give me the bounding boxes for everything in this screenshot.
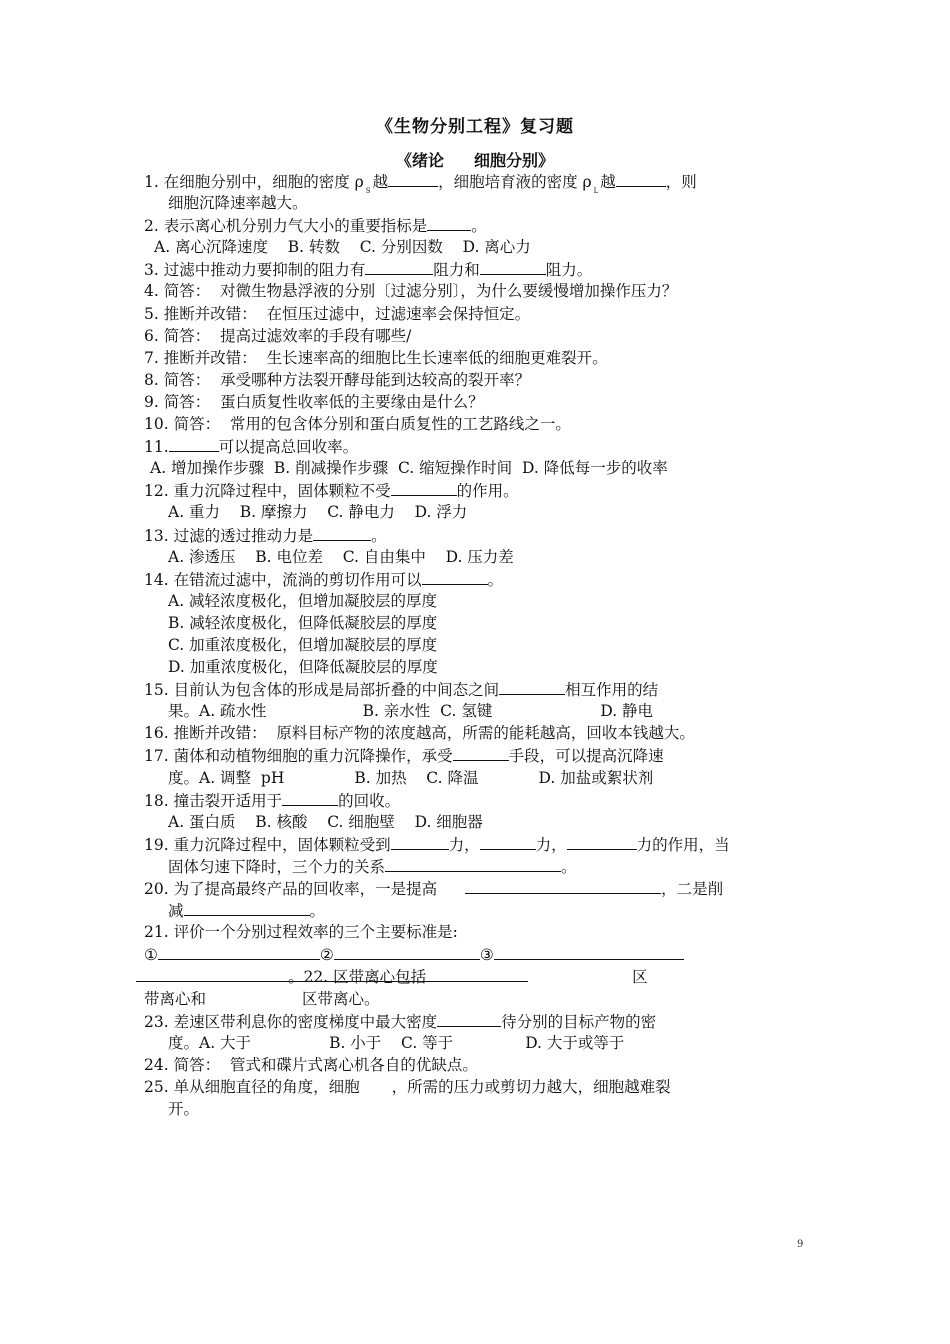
- q17-text-a: 17. 菌体和动植物细胞的重力沉降操作，承受: [144, 747, 453, 766]
- q14-text-b: 。: [487, 570, 504, 589]
- q20-end: 。: [309, 902, 326, 921]
- question-24: 24. 简答： 管式和碟片式离心机各自的优缺点。: [144, 1055, 478, 1074]
- q18-text-b: 的回收。: [338, 791, 401, 810]
- question-17: [144, 744, 812, 766]
- q3-text-c: 阻力。: [545, 261, 593, 280]
- q25-line-2: 开。: [168, 1099, 200, 1118]
- q19-text-c: 力，: [535, 835, 567, 854]
- q13-text-b: 。: [371, 526, 387, 545]
- q17-option-d: D. 加盐或絮状剂: [538, 768, 654, 787]
- question-20: [144, 877, 812, 899]
- question-11: [144, 435, 812, 457]
- q17-line-2: [144, 767, 812, 789]
- q19-blank-1[interactable]: [391, 833, 449, 850]
- q25-text-a: 25. 单从细胞直径的角度，细胞: [144, 1077, 360, 1096]
- q20-text-line2: 减: [168, 902, 184, 921]
- question-7: 7. 推断并改错： 生长速率高的细胞比生长速率低的细胞更难裂开。: [144, 348, 608, 367]
- q3-text-a: 3. 过滤中推动力要抑制的阻力有: [144, 261, 366, 280]
- q19-text-d: 力的作用，当: [636, 835, 730, 854]
- page-number: 9: [797, 1239, 804, 1250]
- q21-circle-2: ②: [319, 946, 334, 965]
- q23-text-b: 待分别的目标产物的密: [501, 1012, 657, 1031]
- q17-option-a: 度。A. 调整 pH: [168, 768, 285, 787]
- q1-text-c: ，细胞培育液的密度 ρ: [438, 173, 592, 191]
- q1-blank-2[interactable]: [616, 170, 666, 187]
- question-16: 16. 推断并改错： 原料目标产物的浓度越高，所需的能耗越高，回收本钱越大。: [144, 724, 695, 743]
- q20-text-a: 20. 为了提高最终产品的回收率，一是提高: [144, 880, 438, 898]
- q17-option-bc: B. 加热 C. 降温: [354, 768, 479, 787]
- section-title-part2: 细胞分别》: [474, 151, 555, 170]
- q22-text-a: 。22. 区带离心包括: [288, 968, 427, 987]
- question-12: [144, 479, 812, 501]
- q14-option-d: D. 加重浓度极化，但降低凝胶层的厚度: [168, 658, 438, 677]
- q1-subscript-s: S: [365, 187, 371, 195]
- question-8: 8. 简答： 承受哪种方法裂开酵母能到达较高的裂开率？: [144, 370, 531, 389]
- q20-text-b: ，二是削: [661, 880, 724, 898]
- question-3: [144, 258, 812, 280]
- question-10: 10. 简答： 常用的包含体分别和蛋白质复性的工艺路线之一。: [144, 415, 571, 434]
- q3-text-b: 阻力和: [433, 261, 480, 280]
- q19-text-b: 力，: [448, 835, 480, 854]
- q19-text-a: 19. 重力沉降过程中，固体颗粒受到: [144, 835, 391, 854]
- q19-line-2: [144, 855, 812, 877]
- question-15: [144, 678, 812, 700]
- q21-blank-3[interactable]: [494, 943, 684, 960]
- q11-blank[interactable]: [169, 435, 219, 452]
- q1-text-a: 1. 在细胞分别中，细胞的密度 ρ: [144, 173, 364, 191]
- section-title: [0, 148, 950, 171]
- q20-line-2: [144, 899, 812, 921]
- q19-blank-3[interactable]: [567, 833, 637, 850]
- question-19: [144, 833, 812, 855]
- question-13: [144, 524, 812, 546]
- q15-text-a: 15. 目前认为包含体的形成是局部折叠的中间态之间: [144, 681, 500, 700]
- q18-blank[interactable]: [282, 789, 338, 806]
- q15-blank[interactable]: [499, 678, 565, 695]
- q14-text-a: 14. 在错流过滤中，流淌的剪切作用可以: [144, 570, 422, 589]
- q17-text-b: 手段，可以提高沉降速: [508, 747, 664, 766]
- q20-blank-2[interactable]: [184, 899, 310, 916]
- q1-blank-1[interactable]: [388, 170, 438, 187]
- q25-text-b: ，所需的压力或剪切力越大，细胞越难裂: [391, 1077, 671, 1096]
- q1-text-b: 越: [372, 173, 389, 191]
- question-18: [144, 789, 812, 811]
- q17-blank[interactable]: [453, 744, 509, 761]
- q23-line-2: [144, 1032, 812, 1054]
- question-6: 6. 简答： 提高过滤效率的手段有哪些/: [144, 326, 412, 345]
- q19-end: 。: [561, 857, 577, 876]
- q1-text-e: ，则: [665, 173, 697, 191]
- q21-blank-2[interactable]: [334, 943, 480, 960]
- q22-blank-2[interactable]: [136, 965, 302, 982]
- question-5: 5. 推断并改错： 在恒压过滤中，过滤速率会保持恒定。: [144, 304, 531, 323]
- q1-text-d: 越: [600, 173, 616, 191]
- document-title: 《生物分别工程》复习题: [376, 117, 574, 137]
- q21-circle-3: ③: [479, 946, 494, 965]
- question-14: [144, 568, 812, 590]
- q14-blank[interactable]: [422, 568, 488, 585]
- question-1: [144, 170, 812, 195]
- q23-text-a: 23. 差速区带利息你的密度梯度中最大密度: [144, 1012, 438, 1031]
- question-list: [144, 170, 812, 1120]
- q2-blank[interactable]: [427, 214, 471, 231]
- question-2: [144, 214, 812, 236]
- q23-option-d: D. 大于或等于: [525, 1033, 625, 1052]
- q18-text-a: 18. 撞击裂开适用于: [144, 791, 283, 810]
- q22-text-b: 区: [632, 968, 648, 987]
- q21-criteria: [144, 943, 812, 965]
- q14-option-c: C. 加重浓度极化，但增加凝胶层的厚度: [168, 635, 438, 654]
- q20-blank-1[interactable]: [465, 877, 661, 894]
- q15-option-bc: B. 亲水性 C. 氢键: [362, 702, 493, 721]
- q15-line-2: [144, 700, 812, 722]
- q19-text-line2: 固体匀速下降时，三个力的关系: [168, 857, 386, 876]
- q22-line-2: [144, 987, 812, 1009]
- question-25: [144, 1076, 812, 1098]
- q15-text-b: 相互作用的结: [565, 681, 659, 700]
- q14-option-a: A. 减轻浓度极化，但增加凝胶层的厚度: [168, 591, 438, 610]
- q13-blank[interactable]: [313, 524, 371, 541]
- q12-blank[interactable]: [391, 479, 457, 496]
- q19-blank-2[interactable]: [480, 833, 536, 850]
- q12-text-b: 的作用。: [456, 482, 519, 501]
- q1-line-2: 细胞沉降速率越大。: [168, 194, 308, 213]
- q15-option-d: D. 静电: [600, 702, 654, 721]
- q12-options: A. 重力 B. 摩擦力 C. 静电力 D. 浮力: [168, 503, 468, 522]
- q1-subscript-l: L: [593, 187, 599, 195]
- q21-circle-1: ①: [144, 946, 158, 965]
- q21-blank-1[interactable]: [158, 943, 320, 960]
- q18-options: A. 蛋白质 B. 核酸 C. 细胞壁 D. 细胞器: [168, 812, 483, 831]
- q2-end: 。: [471, 217, 487, 236]
- question-9: 9. 简答： 蛋白质复性收率低的主要缘由是什么？: [144, 392, 484, 411]
- question-23: [144, 1010, 812, 1032]
- q2-options: A. 离心沉降速度 B. 转数 C. 分别因数 D. 离心力: [154, 238, 531, 257]
- q23-option-a: 度。A. 大于: [168, 1033, 252, 1052]
- q11-text-a: 11.: [144, 438, 169, 457]
- question-4: 4. 简答： 对微生物悬浮液的分别〔过滤分别〕，为什么要缓慢增加操作压力？: [144, 282, 678, 301]
- q13-options: A. 渗透压 B. 电位差 C. 自由集中 D. 压力差: [168, 547, 514, 566]
- q11-text-b: 可以提高总回收率。: [218, 438, 359, 457]
- question-21: 21. 评价一个分别过程效率的三个主要标准是:: [144, 923, 458, 942]
- q12-text-a: 12. 重力沉降过程中，固体颗粒不受: [144, 482, 391, 501]
- q22-end: 区带离心。: [302, 990, 380, 1009]
- section-title-part1: 《绪论: [395, 151, 444, 170]
- q3-blank-2[interactable]: [480, 258, 546, 275]
- q19-blank-4[interactable]: [385, 855, 561, 872]
- q13-text-a: 13. 过滤的透过推动力是: [144, 526, 314, 545]
- q22-text-line2: 带离心和: [144, 990, 207, 1009]
- q2-text: 2. 表示离心机分别力气大小的重要指标是: [144, 217, 428, 236]
- q15-option-a: 果。A. 疏水性: [168, 702, 267, 721]
- q14-option-b: B. 减轻浓度极化，但降低凝胶层的厚度: [168, 613, 438, 632]
- q3-blank-1[interactable]: [365, 258, 433, 275]
- q22-blank-1[interactable]: [426, 965, 528, 982]
- q23-option-bc: B. 小于 C. 等于: [329, 1033, 454, 1052]
- q11-options: A. 增加操作步骤 B. 削减操作步骤 C. 缩短操作时间 D. 降低每一步的收率: [150, 459, 668, 478]
- q23-blank[interactable]: [437, 1010, 501, 1027]
